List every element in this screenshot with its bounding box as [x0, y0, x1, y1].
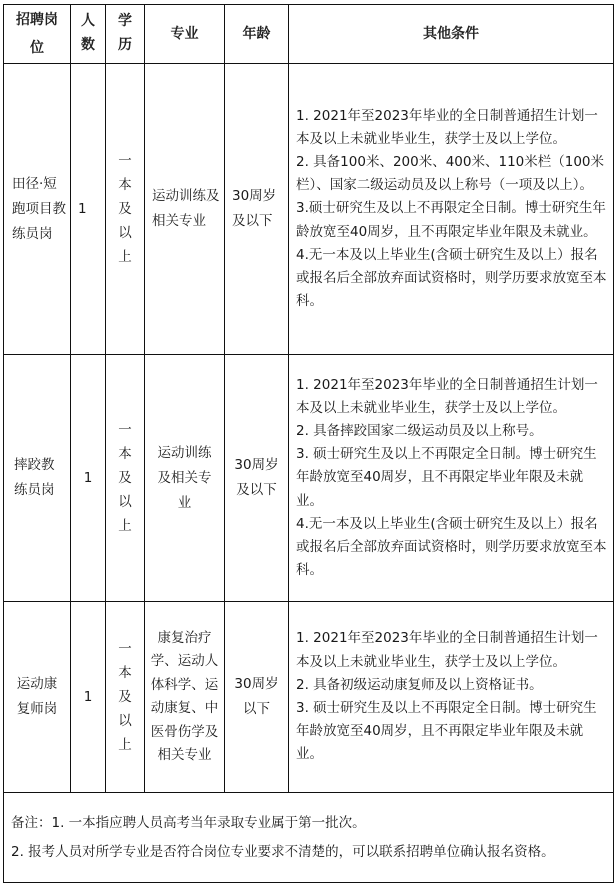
table-row: [4, 64, 614, 355]
condition-item: 1. 2021年至2023年毕业的全日制普通招生计划一本及以上未就业毕业生，获学士及以上学位。: [296, 376, 598, 416]
count-cell: 1: [71, 64, 106, 355]
position-cell: 运动康复师岗: [4, 602, 71, 793]
condition-item: 1. 2021年至2023年毕业的全日制普通招生计划一本及以上未就业毕业生，获学士及以上学位。: [296, 630, 598, 670]
age-cell: 30周岁及以下: [225, 64, 289, 355]
condition-item: 3.硕士研究生及以上不再限定全日制。博士研究生年龄放宽至40周岁，且不再限定毕业年限及未就业。: [296, 200, 606, 240]
age-cell: 30周岁以下: [225, 602, 289, 793]
header-row: [4, 5, 614, 64]
table-row: [4, 355, 614, 602]
condition-item: 1. 2021年至2023年毕业的全日制普通招生计划一本及以上未就业毕业生，获学士及以上学位。: [296, 107, 598, 147]
header-major: 专业: [145, 5, 225, 64]
header-conditions: 其他条件: [289, 5, 614, 64]
age-cell: 30周岁及以下: [225, 355, 289, 602]
notes-cell: [4, 793, 614, 883]
count-cell: 1: [71, 355, 106, 602]
conditions-cell: [289, 64, 614, 355]
condition-item: 4.无一本及以上毕业生(含硕士研究生及以上）报名或报名后全部放弃面试资格时，则学历要求放宽至本科。: [296, 515, 607, 579]
note-item: 2. 报考人员对所学专业是否符合岗位专业要求不清楚的，可以联系招聘单位确认报名资格。: [11, 843, 555, 860]
conditions-cell: [289, 602, 614, 793]
education-cell: 一本及以上: [106, 355, 145, 602]
header-education: 学历: [106, 5, 145, 64]
major-cell: 运动训练及相关专业: [145, 64, 225, 355]
count-cell: 1: [71, 602, 106, 793]
notes-row: [4, 793, 614, 883]
recruitment-table: [3, 4, 614, 883]
condition-item: 2. 具备摔跤国家二级运动员及以上称号。: [296, 422, 543, 439]
condition-item: 3. 硕士研究生及以上不再限定全日制。博士研究生年龄放宽至40周岁，且不再限定毕业年限及未就业。: [296, 446, 597, 509]
note-item: 备注：1. 一本指应聘人员高考当年录取专业属于第一批次。: [11, 814, 366, 831]
education-cell: 一本及以上: [106, 602, 145, 793]
condition-item: 2. 具备100米、200米、400米、110米栏（100米栏）、国家二级运动员及以上称号（一项及以上）。: [296, 153, 605, 194]
education-cell: 一本及以上: [106, 64, 145, 355]
condition-item: 4.无一本及以上毕业生(含硕士研究生及以上）报名或报名后全部放弃面试资格时，则学历要求放宽至本科。: [296, 246, 607, 310]
major-cell: 运动训练及相关专业: [145, 355, 225, 602]
condition-item: 2. 具备初级运动康复师及以上资格证书。: [296, 676, 543, 693]
header-age: 年龄: [225, 5, 289, 64]
header-count: 人数: [71, 5, 106, 64]
position-cell: 田径·短跑项目教练员岗: [4, 64, 71, 355]
conditions-cell: [289, 355, 614, 602]
position-cell: 摔跤教练员岗: [4, 355, 71, 602]
condition-item: 3. 硕士研究生及以上不再限定全日制。博士研究生年龄放宽至40周岁，且不再限定毕业年限及未就业。: [296, 700, 597, 763]
major-cell: 康复治疗学、运动人体科学、运动康复、中医骨伤学及相关专业: [145, 602, 225, 793]
header-position: 招聘岗位: [4, 5, 71, 64]
table-row: [4, 602, 614, 793]
